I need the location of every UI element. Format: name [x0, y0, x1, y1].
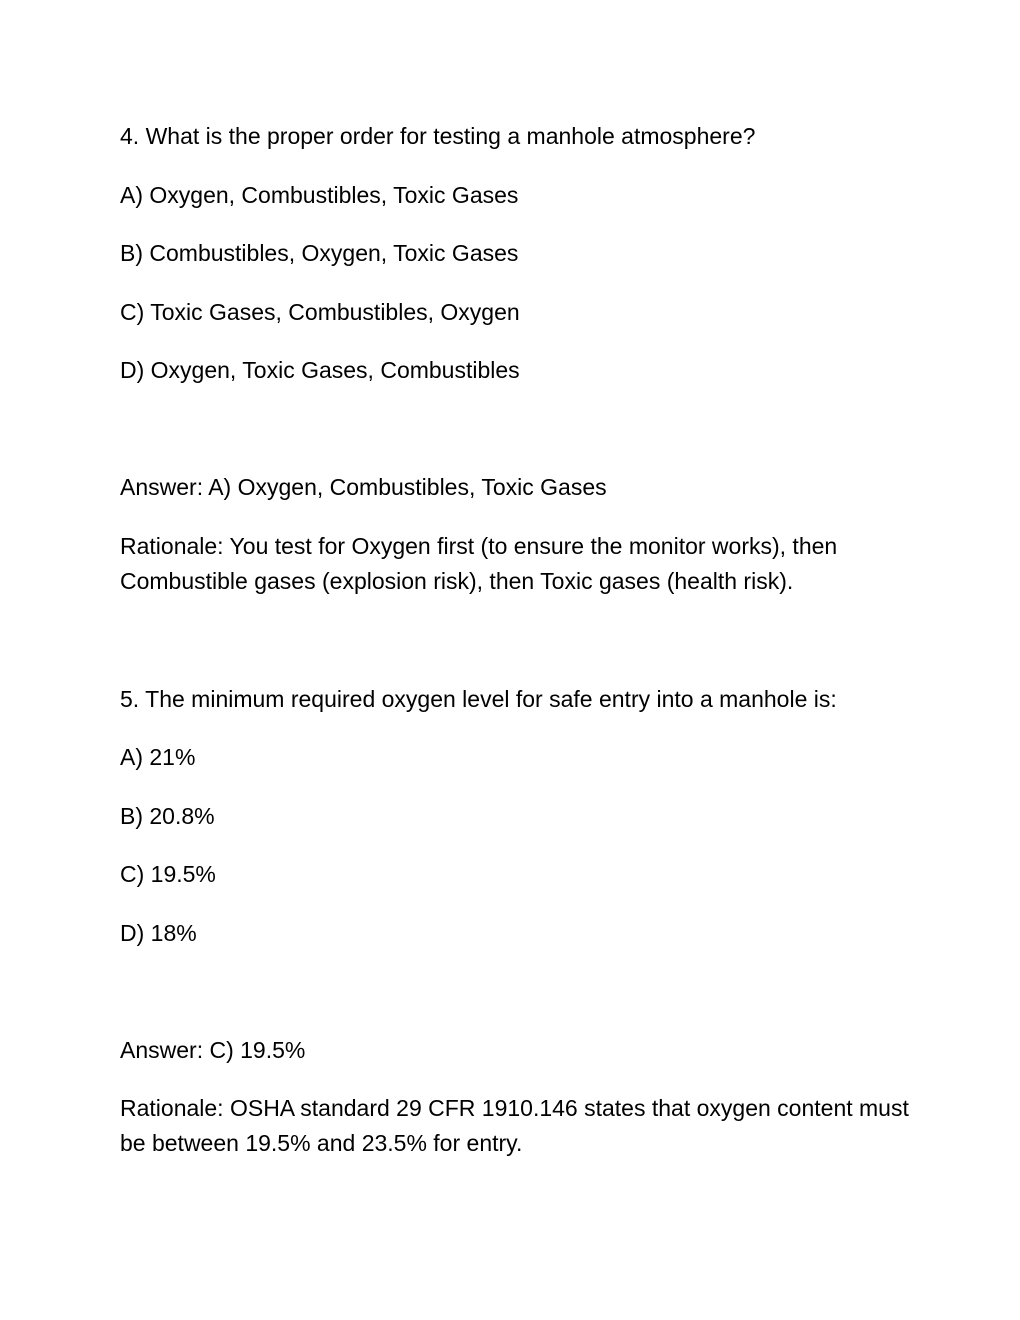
question-4-option-d: D) Oxygen, Toxic Gases, Combustibles [120, 357, 520, 383]
question-4-text: 4. What is the proper order for testing a manhole atmosphere? [120, 123, 756, 149]
question-4-option-b: B) Combustibles, Oxygen, Toxic Gases [120, 240, 519, 266]
question-4-rationale: Rationale: You test for Oxygen first (to ensure the monitor works), then Combustible gases (explosion risk), then Toxic gases (health risk). [120, 533, 838, 594]
question-5-rationale: Rationale: OSHA standard 29 CFR 1910.146 states that oxygen content must be between 19.5% and 23.5% for entry. [120, 1095, 909, 1156]
question-5-answer: Answer: C) 19.5% [120, 1037, 306, 1063]
question-5-option-b: B) 20.8% [120, 803, 215, 829]
question-5-option-a: A) 21% [120, 744, 196, 770]
question-4-option-c: C) Toxic Gases, Combustibles, Oxygen [120, 299, 520, 325]
question-5-option-c: C) 19.5% [120, 861, 216, 887]
document-page [120, 0, 920, 1320]
question-5-text: 5. The minimum required oxygen level for safe entry into a manhole is: [120, 686, 837, 712]
question-4-option-a: A) Oxygen, Combustibles, Toxic Gases [120, 182, 519, 208]
question-5-option-d: D) 18% [120, 920, 197, 946]
question-4-answer: Answer: A) Oxygen, Combustibles, Toxic Gases [120, 474, 607, 500]
